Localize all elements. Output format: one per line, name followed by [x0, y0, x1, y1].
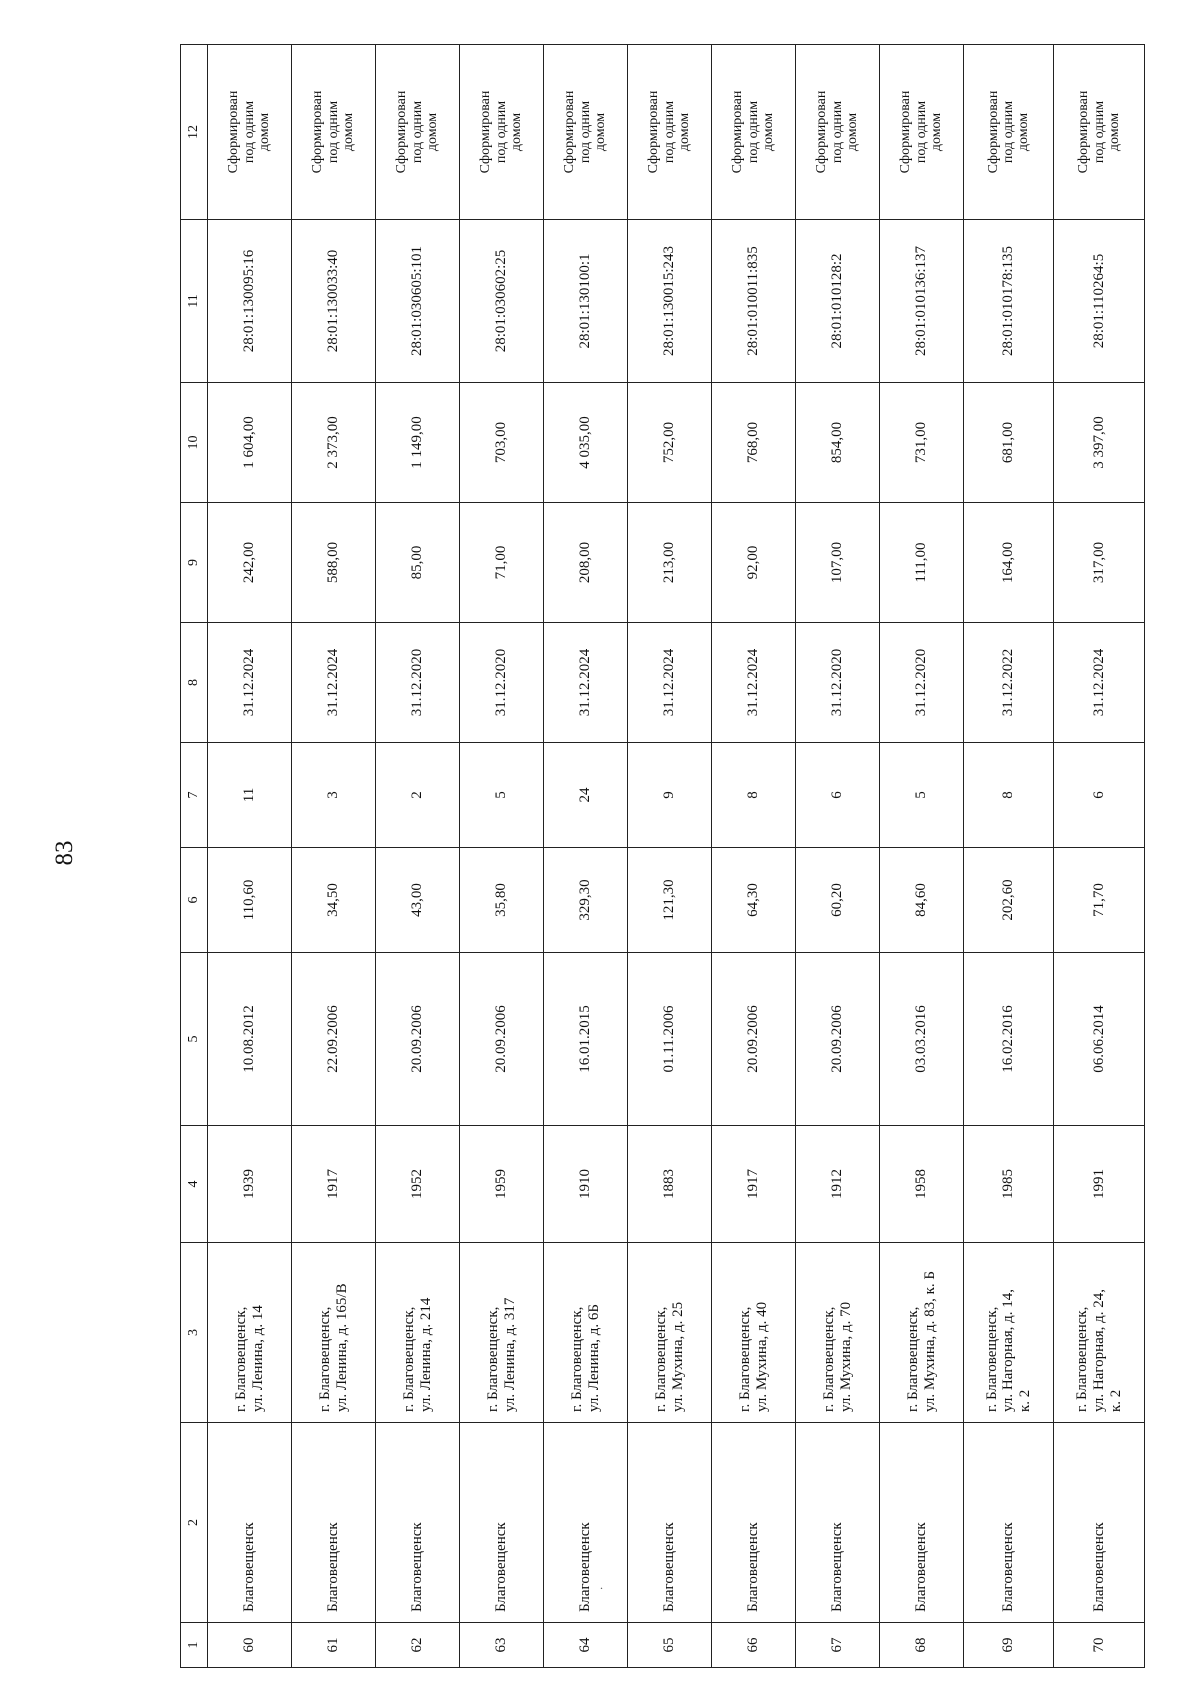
status-cell: Сформирован под одним домом — [964, 45, 1054, 220]
table-row — [292, 45, 376, 1668]
table-row — [460, 45, 544, 1668]
land-area-cell: 3 397,00 — [1054, 383, 1145, 503]
address-cell: г. Благовещенск, ул. Ленина, д. 214 — [376, 1243, 460, 1423]
address-cell: г. Благовещенск, ул. Нагорная, д. 14, к. 2 — [964, 1243, 1054, 1423]
city-cell: Благовещенск — [880, 1423, 964, 1623]
count-cell: 8 — [964, 743, 1054, 848]
address-cell: г. Благовещенск, ул. Ленина, д. 317 — [460, 1243, 544, 1423]
value-cell: 213,00 — [628, 503, 712, 623]
land-area-cell: 1 149,00 — [376, 383, 460, 503]
count-cell: 5 — [460, 743, 544, 848]
deadline-cell: 31.12.2024 — [628, 623, 712, 743]
table-row — [628, 45, 712, 1668]
city-cell: Благовещенск — [544, 1423, 628, 1623]
status-cell: Сформирован под одним домом — [712, 45, 796, 220]
date-cell: 01.11.2006 — [628, 953, 712, 1126]
row-number: 65 — [628, 1623, 712, 1668]
row-number: 63 — [460, 1623, 544, 1668]
table-row — [712, 45, 796, 1668]
rotated-table-container — [180, 45, 1145, 1668]
area-cell: 71,70 — [1054, 848, 1145, 953]
year-cell: 1912 — [796, 1126, 880, 1243]
count-cell: 6 — [796, 743, 880, 848]
deadline-cell: 31.12.2020 — [376, 623, 460, 743]
column-header: 6 — [181, 848, 208, 953]
deadline-cell: 31.12.2024 — [544, 623, 628, 743]
count-cell: 3 — [292, 743, 376, 848]
value-cell: 92,00 — [712, 503, 796, 623]
housing-table — [180, 44, 1145, 1668]
table-row — [544, 45, 628, 1668]
city-cell: Благовещенск — [376, 1423, 460, 1623]
status-cell: Сформирован под одним домом — [796, 45, 880, 220]
table-row — [208, 45, 292, 1668]
date-cell: 20.09.2006 — [796, 953, 880, 1126]
column-header: 5 — [181, 953, 208, 1126]
address-cell: г. Благовещенск, ул. Ленина, д. 165/В — [292, 1243, 376, 1423]
value-cell: 111,00 — [880, 503, 964, 623]
date-cell: 10.08.2012 — [208, 953, 292, 1126]
cadastral-number-cell: 28:01:130095:16 — [208, 220, 292, 383]
land-area-cell: 703,00 — [460, 383, 544, 503]
row-number: 70 — [1054, 1623, 1145, 1668]
count-cell: 11 — [208, 743, 292, 848]
date-cell: 16.02.2016 — [964, 953, 1054, 1126]
city-cell: Благовещенск — [964, 1423, 1054, 1623]
area-cell: 35,80 — [460, 848, 544, 953]
value-cell: 85,00 — [376, 503, 460, 623]
land-area-cell: 731,00 — [880, 383, 964, 503]
area-cell: 329,30 — [544, 848, 628, 953]
status-cell: Сформирован под одним домом — [628, 45, 712, 220]
row-number: 66 — [712, 1623, 796, 1668]
table-row — [796, 45, 880, 1668]
city-cell: Благовещенск — [712, 1423, 796, 1623]
deadline-cell: 31.12.2020 — [796, 623, 880, 743]
year-cell: 1985 — [964, 1126, 1054, 1243]
status-cell: Сформирован под одним домом — [292, 45, 376, 220]
value-cell: 107,00 — [796, 503, 880, 623]
scan-mark: . — [600, 1578, 603, 1592]
land-area-cell: 768,00 — [712, 383, 796, 503]
deadline-cell: 31.12.2024 — [208, 623, 292, 743]
land-area-cell: 752,00 — [628, 383, 712, 503]
date-cell: 03.03.2016 — [880, 953, 964, 1126]
address-cell: г. Благовещенск, ул. Мухина, д. 83, к. Б — [880, 1243, 964, 1423]
date-cell: 16.01.2015 — [544, 953, 628, 1126]
deadline-cell: 31.12.2024 — [292, 623, 376, 743]
city-cell: Благовещенск — [292, 1423, 376, 1623]
area-cell: 43,00 — [376, 848, 460, 953]
city-cell: Благовещенск — [628, 1423, 712, 1623]
area-cell: 60,20 — [796, 848, 880, 953]
column-header: 9 — [181, 503, 208, 623]
status-cell: Сформирован под одним домом — [208, 45, 292, 220]
cadastral-number-cell: 28:01:010128:2 — [796, 220, 880, 383]
row-number: 69 — [964, 1623, 1054, 1668]
page-number: 83 — [51, 840, 78, 866]
count-cell: 24 — [544, 743, 628, 848]
land-area-cell: 1 604,00 — [208, 383, 292, 503]
deadline-cell: 31.12.2024 — [712, 623, 796, 743]
date-cell: 20.09.2006 — [460, 953, 544, 1126]
address-cell: г. Благовещенск, ул. Мухина, д. 70 — [796, 1243, 880, 1423]
value-cell: 71,00 — [460, 503, 544, 623]
city-cell: Благовещенск — [796, 1423, 880, 1623]
deadline-cell: 31.12.2022 — [964, 623, 1054, 743]
city-cell: Благовещенск — [208, 1423, 292, 1623]
table-row — [964, 45, 1054, 1668]
year-cell: 1910 — [544, 1126, 628, 1243]
cadastral-number-cell: 28:01:030602:25 — [460, 220, 544, 383]
area-cell: 34,50 — [292, 848, 376, 953]
date-cell: 20.09.2006 — [376, 953, 460, 1126]
area-cell: 121,30 — [628, 848, 712, 953]
area-cell: 84,60 — [880, 848, 964, 953]
value-cell: 208,00 — [544, 503, 628, 623]
row-number: 60 — [208, 1623, 292, 1668]
land-area-cell: 4 035,00 — [544, 383, 628, 503]
status-cell: Сформирован под одним домом — [544, 45, 628, 220]
row-number: 67 — [796, 1623, 880, 1668]
city-cell: Благовещенск — [1054, 1423, 1145, 1623]
cadastral-number-cell: 28:01:030605:101 — [376, 220, 460, 383]
value-cell: 242,00 — [208, 503, 292, 623]
year-cell: 1939 — [208, 1126, 292, 1243]
count-cell: 9 — [628, 743, 712, 848]
area-cell: 202,60 — [964, 848, 1054, 953]
year-cell: 1883 — [628, 1126, 712, 1243]
cadastral-number-cell: 28:01:010178:135 — [964, 220, 1054, 383]
address-cell: г. Благовещенск, ул. Нагорная, д. 24, к. 2 — [1054, 1243, 1145, 1423]
value-cell: 317,00 — [1054, 503, 1145, 623]
city-cell: Благовещенск — [460, 1423, 544, 1623]
table-body — [208, 45, 1145, 1668]
deadline-cell: 31.12.2020 — [460, 623, 544, 743]
deadline-cell: 31.12.2020 — [880, 623, 964, 743]
year-cell: 1952 — [376, 1126, 460, 1243]
status-cell: Сформирован под одним домом — [460, 45, 544, 220]
column-header: 8 — [181, 623, 208, 743]
status-cell: Сформирован под одним домом — [1054, 45, 1145, 220]
table-row — [880, 45, 964, 1668]
address-cell: г. Благовещенск, ул. Ленина, д. 6Б — [544, 1243, 628, 1423]
area-cell: 64,30 — [712, 848, 796, 953]
date-cell: 06.06.2014 — [1054, 953, 1145, 1126]
count-cell: 2 — [376, 743, 460, 848]
land-area-cell: 854,00 — [796, 383, 880, 503]
column-header: 10 — [181, 383, 208, 503]
land-area-cell: 2 373,00 — [292, 383, 376, 503]
status-cell: Сформирован под одним домом — [880, 45, 964, 220]
table-row — [376, 45, 460, 1668]
address-cell: г. Благовещенск, ул. Мухина, д. 40 — [712, 1243, 796, 1423]
column-header: 2 — [181, 1423, 208, 1623]
table-row — [1054, 45, 1145, 1668]
address-cell: г. Благовещенск, ул. Ленина, д. 14 — [208, 1243, 292, 1423]
cadastral-number-cell: 28:01:010136:137 — [880, 220, 964, 383]
year-cell: 1917 — [712, 1126, 796, 1243]
cadastral-number-cell: 28:01:110264:5 — [1054, 220, 1145, 383]
table-header-row — [181, 45, 208, 1668]
date-cell: 20.09.2006 — [712, 953, 796, 1126]
count-cell: 5 — [880, 743, 964, 848]
cadastral-number-cell: 28:01:130033:40 — [292, 220, 376, 383]
row-number: 68 — [880, 1623, 964, 1668]
cadastral-number-cell: 28:01:130100:1 — [544, 220, 628, 383]
count-cell: 8 — [712, 743, 796, 848]
value-cell: 588,00 — [292, 503, 376, 623]
area-cell: 110,60 — [208, 848, 292, 953]
column-header: 1 — [181, 1623, 208, 1668]
column-header: 12 — [181, 45, 208, 220]
year-cell: 1959 — [460, 1126, 544, 1243]
land-area-cell: 681,00 — [964, 383, 1054, 503]
row-number: 62 — [376, 1623, 460, 1668]
cadastral-number-cell: 28:01:010011:835 — [712, 220, 796, 383]
address-cell: г. Благовещенск, ул. Мухина, д. 25 — [628, 1243, 712, 1423]
status-cell: Сформирован под одним домом — [376, 45, 460, 220]
cadastral-number-cell: 28:01:130015:243 — [628, 220, 712, 383]
column-header: 11 — [181, 220, 208, 383]
count-cell: 6 — [1054, 743, 1145, 848]
deadline-cell: 31.12.2024 — [1054, 623, 1145, 743]
row-number: 61 — [292, 1623, 376, 1668]
column-header: 3 — [181, 1243, 208, 1423]
column-header: 7 — [181, 743, 208, 848]
date-cell: 22.09.2006 — [292, 953, 376, 1126]
year-cell: 1991 — [1054, 1126, 1145, 1243]
column-header: 4 — [181, 1126, 208, 1243]
value-cell: 164,00 — [964, 503, 1054, 623]
year-cell: 1917 — [292, 1126, 376, 1243]
row-number: 64 — [544, 1623, 628, 1668]
year-cell: 1958 — [880, 1126, 964, 1243]
